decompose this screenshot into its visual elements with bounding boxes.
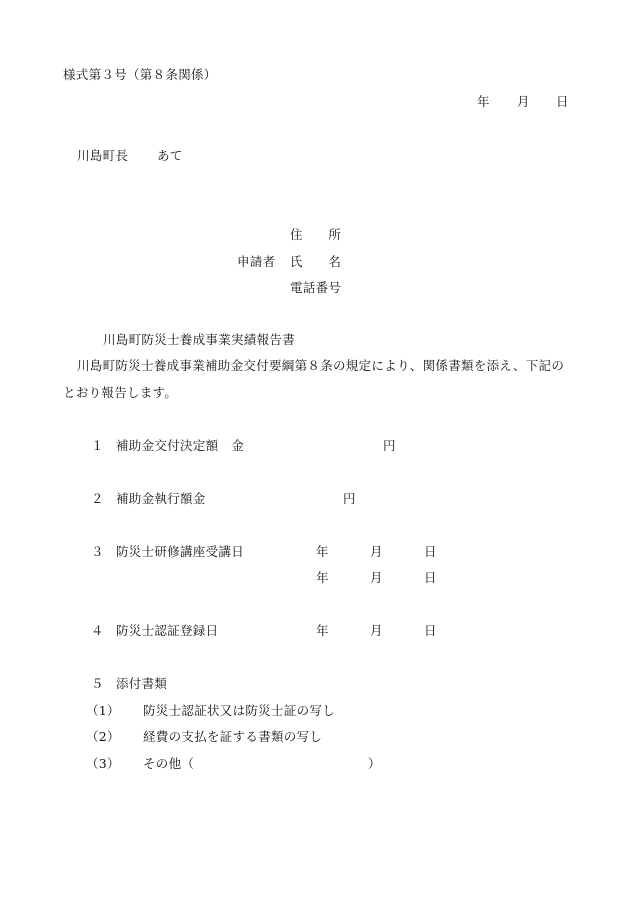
item4-month: 月: [370, 623, 383, 638]
item3-day-2: 日: [424, 570, 437, 585]
addressee-suffix: あて: [157, 148, 183, 163]
body-line-2: とおり報告します。: [63, 385, 178, 400]
attachment-3-close-paren: ）: [368, 756, 381, 771]
date-month: 月: [517, 94, 530, 109]
item5-label: 添付書類: [116, 676, 168, 691]
item5-number: ５: [91, 676, 104, 691]
item3-month: 月: [370, 544, 383, 559]
addressee-name: 川島町長: [77, 148, 129, 163]
date-year: 年: [477, 94, 490, 109]
item2-unit: 円: [343, 491, 356, 506]
item4-number: ４: [91, 623, 104, 638]
attachment-3-number: （3）: [86, 756, 120, 771]
item1-label: 補助金交付決定額 金: [116, 438, 245, 453]
attachment-1-number: （1）: [86, 703, 120, 718]
phone-label: 電話番号: [290, 280, 342, 295]
attachment-2-text: 経費の支払を証する書類の写し: [143, 729, 323, 744]
date-day: 日: [556, 94, 569, 109]
item4-label: 防災士認証登録日: [116, 623, 219, 638]
item1-number: １: [91, 438, 104, 453]
attachment-2-number: （2）: [86, 729, 120, 744]
item4-day: 日: [424, 623, 437, 638]
document-title: 川島町防災士養成事業実績報告書: [103, 332, 296, 347]
attachment-3-text: その他（: [143, 756, 195, 771]
item2-label: 補助金執行額金: [116, 491, 206, 506]
item3-number: ３: [91, 544, 104, 559]
address-label: 住 所: [290, 227, 342, 242]
item1-unit: 円: [383, 438, 396, 453]
applicant-role-label: 申請者: [237, 254, 276, 269]
item3-year-2: 年: [316, 570, 329, 585]
name-label: 氏 名: [290, 254, 342, 269]
item3-month-2: 月: [370, 570, 383, 585]
attachment-1-text: 防災士認証状又は防災士証の写し: [143, 703, 336, 718]
item4-year: 年: [316, 623, 329, 638]
item2-number: ２: [91, 491, 104, 506]
body-line-1: 川島町防災士養成事業補助金交付要綱第８条の規定により、関係書類を添え、下記の: [77, 358, 565, 373]
item3-year: 年: [316, 544, 329, 559]
form-number: 様式第３号（第８条関係）: [63, 67, 217, 82]
item3-day: 日: [424, 544, 437, 559]
item3-label: 防災士研修講座受講日: [116, 544, 245, 559]
